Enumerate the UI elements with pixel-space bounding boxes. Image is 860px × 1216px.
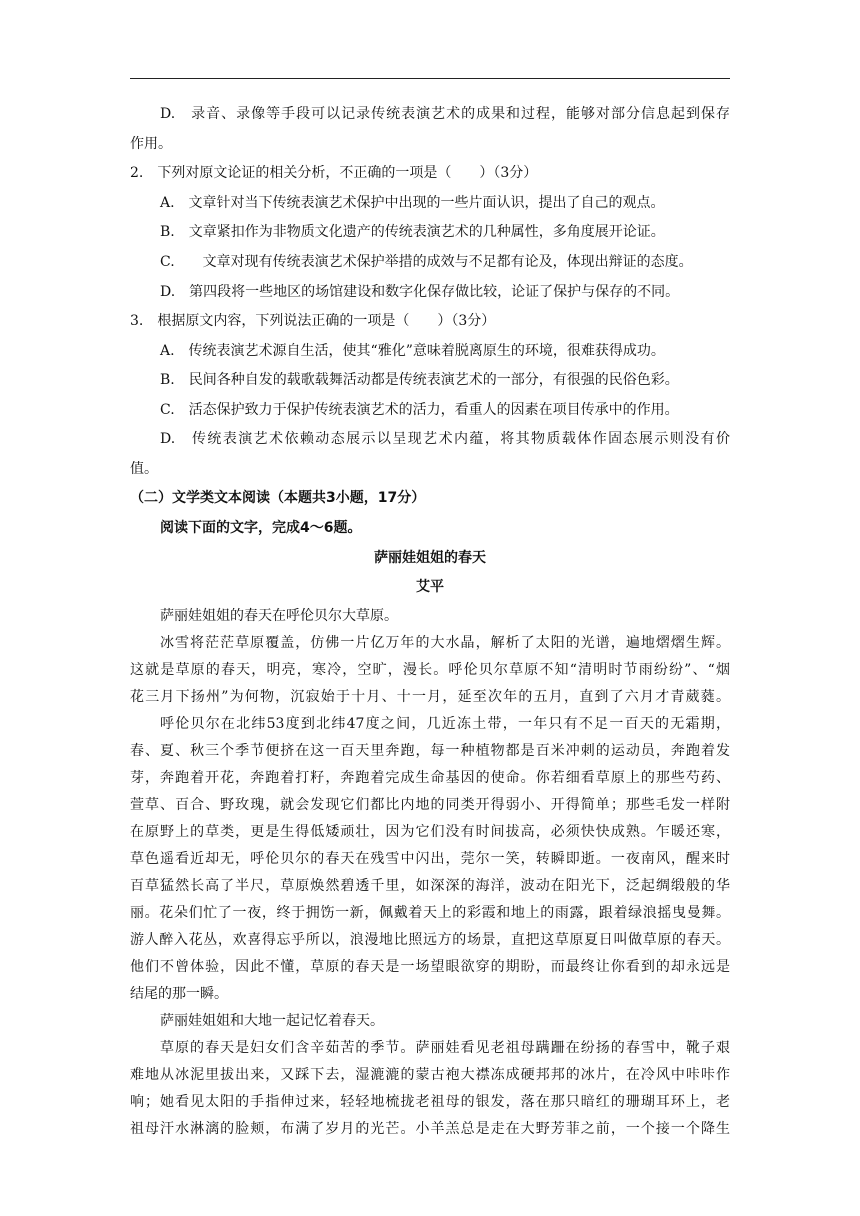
q3-option-d-line1: D. 传统表演艺术依赖动态展示以呈现艺术内蕴，将其物质载体作固态展示则没有价 xyxy=(160,431,730,447)
passage-line: 芽，奔跑着开花，奔跑着打籽，奔跑着完成生命基因的使命。你若细看草原上的那些芍药、 xyxy=(130,770,730,786)
q2-option-c: C. 文章对现有传统表演艺术保护举措的成效与不足都有论及，体现出辩证的态度。 xyxy=(160,254,693,270)
q3-option-c: C. 活态保护致力于保护传统表演艺术的活力，看重人的因素在项目传承中的作用。 xyxy=(160,402,679,418)
passage-line: 游人醉入花丛，欢喜得忘乎所以，浪漫地比照远方的场景，直把这草原夏日叫做草原的春天。 xyxy=(130,932,730,948)
passage-title: 萨丽娃姐姐的春天 xyxy=(374,550,486,566)
passage-line: 萨丽娃姐姐和大地一起记忆着春天。 xyxy=(160,1013,384,1029)
passage-line: 草色遥看近却无，呼伦贝尔的春天在残雪中闪出，莞尔一笑，转瞬即逝。一夜南风，醒来时 xyxy=(130,851,730,867)
passage-line: 百草猛然长高了半尺，草原焕然碧透千里，如深深的海洋，波动在阳光下，泛起绸缎般的华 xyxy=(130,878,730,894)
passage-line: 在原野上的草类，更是生得低矮顽壮，因为它们没有时间拔高，必须快快成熟。乍暖还寒， xyxy=(130,824,730,840)
passage-line: 呼伦贝尔在北纬53度到北纬47度之间，几近冻土带，一年只有不足一百天的无霜期， xyxy=(160,716,730,732)
header-rule xyxy=(130,78,730,79)
passage-line: 丽。花朵们忙了一夜，终于拥饬一新，佩戴着天上的彩霞和地上的雨露，跟着绿浪摇曳曼舞。 xyxy=(130,905,730,921)
passage-line: 祖母汗水淋漓的脸颊，布满了岁月的光芒。小羊羔总是走在大野芳菲之前，一个接一个降生 xyxy=(130,1121,730,1137)
passage-line: 冰雪将茫茫草原覆盖，仿佛一片亿万年的大水晶，解析了太阳的光谱，遍地熠熠生辉。 xyxy=(160,635,730,651)
q3-option-a: A. 传统表演艺术源自生活，使其“雅化”意味着脱离原生的环境，很难获得成功。 xyxy=(160,343,665,359)
section-heading: （二）文学类文本阅读（本题共3小题，17分） xyxy=(130,490,426,506)
q2-stem: 2. 下列对原文论证的相关分析，不正确的一项是（ ）（3分） xyxy=(130,165,538,181)
q2-option-b: B. 文章紧扣作为非物质文化遗产的传统表演艺术的几种属性，多角度展开论证。 xyxy=(160,224,665,240)
passage-author: 艾平 xyxy=(416,579,444,595)
q3-stem: 3. 根据原文内容，下列说法正确的一项是（ ）（3分） xyxy=(130,313,496,329)
passage-line: 他们不曾体验，因此不懂，草原的春天是一场望眼欲穿的期盼，而最终让你看到的却永远是 xyxy=(130,959,730,975)
passage-line: 花三月下扬州”为何物，沉寂始于十月、十一月，延至次年的五月，直到了六月才青葳蕤。 xyxy=(130,689,730,705)
section-instruction: 阅读下面的文字，完成4～6题。 xyxy=(160,520,362,536)
q1-option-d-line1: D. 录音、录像等手段可以记录传统表演艺术的成果和过程，能够对部分信息起到保存 xyxy=(160,106,730,122)
passage-line: 萱草、百合、野玫瑰，就会发现它们都比内地的同类开得弱小、开得简单；那些毛发一样附 xyxy=(130,797,730,813)
passage-line: 这就是草原的春天，明亮，寒冷，空旷，漫长。呼伦贝尔草原不知“清明时节雨纷纷”、“烟 xyxy=(130,662,730,678)
passage-line: 萨丽娃姐姐的春天在呼伦贝尔大草原。 xyxy=(160,608,398,624)
passage-line: 响；她看见太阳的手指伸过来，轻轻地梳拢老祖母的银发，落在那只暗红的珊瑚耳环上，老 xyxy=(130,1094,730,1110)
q1-option-d-line2: 作用。 xyxy=(130,136,172,152)
q3-option-d-line2: 值。 xyxy=(130,461,158,477)
q3-option-b: B. 民间各种自发的载歌载舞活动都是传统表演艺术的一部分，有很强的民俗色彩。 xyxy=(160,372,679,388)
passage-line: 结尾的那一瞬。 xyxy=(130,986,228,1002)
passage-line: 难地从冰泥里拔出来，又踩下去，湿漉漉的蒙古袍大襟冻成硬邦邦的冰片，在冷风中咔咔作 xyxy=(130,1067,730,1083)
passage-line: 草原的春天是妇女们含辛茹苦的季节。萨丽娃看见老祖母蹒跚在纷扬的春雪中，靴子艰 xyxy=(160,1040,730,1056)
q2-option-d: D. 第四段将一些地区的场馆建设和数字化保存做比较，论证了保护与保存的不同。 xyxy=(160,284,680,300)
q2-option-a: A. 文章针对当下传统表演艺术保护中出现的一些片面认识，提出了自己的观点。 xyxy=(160,195,665,211)
passage-line: 春、夏、秋三个季节便挤在这一百天里奔跑，每一种植物都是百米冲刺的运动员，奔跑着发 xyxy=(130,743,730,759)
